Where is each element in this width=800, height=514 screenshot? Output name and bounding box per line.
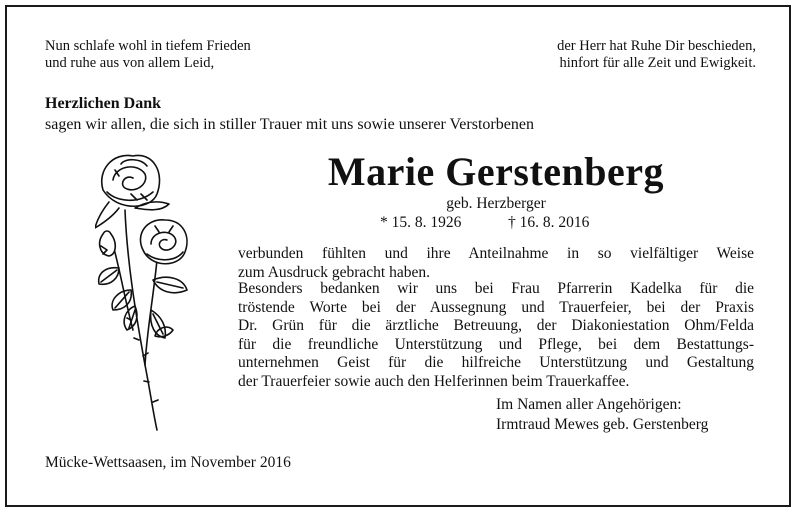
birth-name: geb. Herzberger <box>446 195 546 212</box>
birth-date: * 15. 8. 1926 <box>380 214 462 231</box>
place-date: Mücke-Wettsaasen, im November 2016 <box>45 454 291 471</box>
thanks-paragraph-1 <box>238 245 754 282</box>
rose-icon <box>95 150 205 440</box>
paragraph-line: Besonders bedanken wir uns bei Frau Pfarrerin Kadelka für die <box>238 280 754 297</box>
paragraph-line: tröstende Worte bei der Aussegnung und Trauerfeier, bei der Praxis <box>238 298 754 316</box>
death-date: † 16. 8. 2016 <box>508 214 590 231</box>
thanks-line: sagen wir allen, die sich in stiller Trauer mit uns sowie unserer Verstorbenen <box>45 116 534 133</box>
paragraph-line: für die freundliche Unterstützung und Pflege, bei dem Bestattungs- <box>238 335 754 353</box>
verse-right-line-2: hinfort für alle Zeit und Ewigkeit. <box>559 55 756 71</box>
paragraph-line: verbunden fühlten und ihre Anteilnahme in so vielfältiger Weise <box>238 245 754 262</box>
verse-right-line-1: der Herr hat Ruhe Dir beschieden, <box>557 38 756 54</box>
verse-right <box>557 38 756 72</box>
paragraph-line: zum Ausdruck gebracht haben. <box>238 263 430 281</box>
verse-left-line-2: und ruhe aus von allem Leid, <box>45 55 215 71</box>
verse-left <box>45 38 251 72</box>
paragraph-line: unternehmen Geist für die hilfreiche Unterstützung und Gestaltung <box>238 354 754 372</box>
signature-line-1: Im Namen aller Angehörigen: <box>496 396 682 413</box>
paragraph-line: der Trauerfeier sowie auch den Helferinnen beim Trauerkaffee. <box>238 372 630 390</box>
paragraph-line: Dr. Grün für die ärztliche Betreuung, der Diakoniestation Ohm/Felda <box>238 317 754 335</box>
verse-left-line-1: Nun schlafe wohl in tiefem Frieden <box>45 38 251 54</box>
thanks-paragraph-2 <box>238 280 754 392</box>
signature-line-2: Irmtraud Mewes geb. Gerstenberg <box>496 416 709 433</box>
deceased-name: Marie Gerstenberg <box>327 149 665 194</box>
thanks-heading: Herzlichen Dank <box>45 95 161 112</box>
